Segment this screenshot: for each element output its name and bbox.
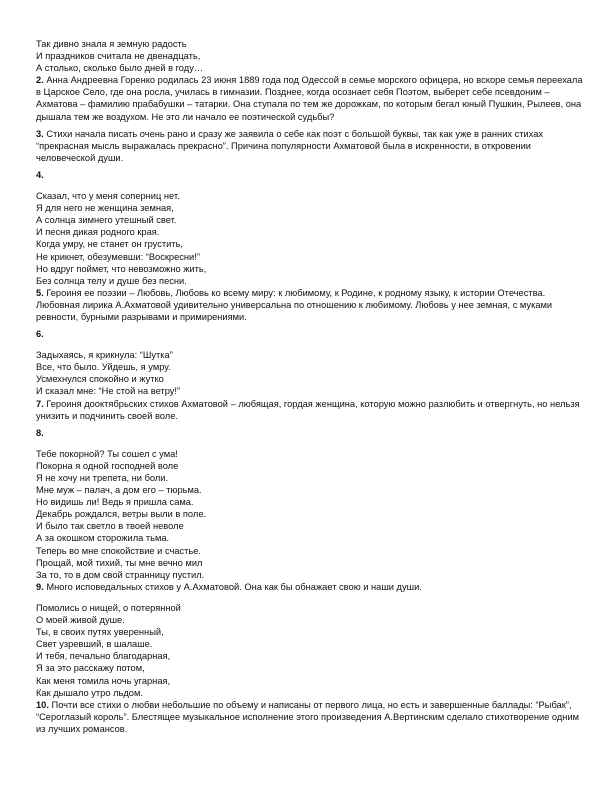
document-page xyxy=(36,38,584,735)
section-number-6: 6. xyxy=(36,329,44,340)
poem-line: Я за это расскажу потом, xyxy=(36,663,145,674)
poem-line: Теперь во мне спокойствие и счастье. xyxy=(36,545,202,556)
poem-line: Мне муж – палач, а дом его – тюрьма. xyxy=(36,485,202,496)
paragraph-10 xyxy=(36,699,584,735)
poem-line: Но видишь ли! Ведь я пришла сама. xyxy=(36,497,194,508)
section-number-4: 4. xyxy=(36,169,44,180)
poem-line: И песня дикая родного края. xyxy=(36,227,160,238)
poem-line: Сказал, что у меня соперниц нет. xyxy=(36,191,180,202)
poem-line: Покорна я одной господней воле xyxy=(36,460,179,471)
poem-8 xyxy=(36,448,584,581)
poem-line: Ты, в своих путях уверенный, xyxy=(36,627,164,638)
paragraph-number: 5. xyxy=(36,287,44,298)
poem-line: А солнца зимнего утешный свет. xyxy=(36,215,177,226)
paragraph-number: 7. xyxy=(36,398,44,409)
paragraph-text: Героиня дооктябрьских стихов Ахматовой – любящая, гордая женщина, которую можно разлюбить и отвергнуть, но нельзя унизить и подчинить своей воле. xyxy=(36,398,580,421)
poem-line: И тебя, печально благодарная, xyxy=(36,651,171,662)
paragraph-2 xyxy=(36,74,584,122)
paragraph-number: 2. xyxy=(36,75,44,86)
poem-line: И праздников считала не двенадцать, xyxy=(36,51,201,62)
poem-line: Усмехнулся спокойно и жутко xyxy=(36,374,164,385)
poem-line: Прощай, мой тихий, ты мне вечно мил xyxy=(36,557,203,568)
poem-6 xyxy=(36,349,584,397)
paragraph-7 xyxy=(36,398,584,422)
poem-line: Когда умру, не станет он грустить, xyxy=(36,239,183,250)
poem-line: Помолись о нищей, о потерянной xyxy=(36,602,181,613)
poem-line: Как дышало утро льдом. xyxy=(36,687,143,698)
poem-9 xyxy=(36,602,584,699)
paragraph-text: Анна Андреевна Горенко родилась 23 июня 1889 года под Одессой в семье морского офицера, но вскоре семья переехала в Царское Село, где она росла, училась в гимназии. Позднее, когда осознает себя Поэтом, выберет себе псевдоним – Ахматова – фамилию прабабушки – татарки. Она ступала по тем же дорожкам, по которым бегал юный Пушкин, Рылеев, она дышала тем же воздухом. Не это ли начало ее поэтической судьбы? xyxy=(36,75,583,122)
poem-line: За то, то в дом свой странницу пустил. xyxy=(36,569,205,580)
paragraph-number: 10. xyxy=(36,699,49,710)
poem-4 xyxy=(36,190,584,287)
poem-line: А столько, сколько было дней в году… xyxy=(36,63,204,74)
poem-line: Свет узревший, в шалаше. xyxy=(36,639,153,650)
poem-line: Все, что было. Уйдешь, я умру. xyxy=(36,362,171,373)
poem-line: И сказал мне: “Не стой на ветру!” xyxy=(36,386,181,397)
paragraph-5 xyxy=(36,287,584,323)
paragraph-number: 9. xyxy=(36,581,44,592)
paragraph-text: Героиня ее поэзии – Любовь, Любовь ко всему миру: к любимому, к Родине, к родному языку, к истории Отечества. Любовная лирика А.Ахматовой удивительно универсальна по отношению к любимому. Любовь у нее земная, с муками ревности, бурными разрывами и примирениями. xyxy=(36,287,553,322)
paragraph-text: Много исповедальных стихов у А.Ахматовой. Она как бы обнажает свою и наши души. xyxy=(43,581,422,592)
paragraph-text: Стихи начала писать очень рано и сразу же заявила о себе как поэт с большой буквы, так как уже в ранних стихах “прекрасная мысль выражалась прекрасно”. Причина популярности Ахматовой была в искренности, в откровении человеческой души. xyxy=(36,128,544,163)
poem-line: Я для него не женщина земная, xyxy=(36,203,174,214)
section-number-8: 8. xyxy=(36,427,44,438)
poem-line: И было так светло в твоей неволе xyxy=(36,521,184,532)
paragraph-number: 3. xyxy=(36,128,44,139)
poem-line: Тебе покорной? Ты сошел с ума! xyxy=(36,448,178,459)
poem-line: Как меня томила ночь угарная, xyxy=(36,675,171,686)
paragraph-9 xyxy=(36,581,584,593)
poem-line: Задыхаясь, я крикнула: “Шутка” xyxy=(36,350,173,361)
poem-line: О моей живой душе. xyxy=(36,615,125,626)
paragraph-3 xyxy=(36,128,584,164)
paragraph-text: Почти все стихи о любви небольшие по объему и написаны от первого лица, но есть и завершенные баллады: “Рыбак”, “Сероглазый король”. Блестящее музыкальное исполнение этого произведения А.Вертинским сделало стихотворение одним из лучших романсов. xyxy=(36,699,580,734)
poem-line: Не крикнет, обезумевши: “Воскресни!” xyxy=(36,251,200,262)
poem-line: Так дивно знала я земную радость xyxy=(36,39,187,49)
poem-1 xyxy=(36,38,584,74)
poem-line: А за окошком сторожила тьма. xyxy=(36,533,170,544)
poem-line: Я не хочу ни трепета, ни боли. xyxy=(36,473,169,483)
poem-line: Декабрь рождался, ветры выли в поле. xyxy=(36,509,207,520)
poem-line: Но вдруг поймет, что невозможно жить, xyxy=(36,263,207,274)
poem-line: Без солнца телу и душе без песни. xyxy=(36,275,187,286)
